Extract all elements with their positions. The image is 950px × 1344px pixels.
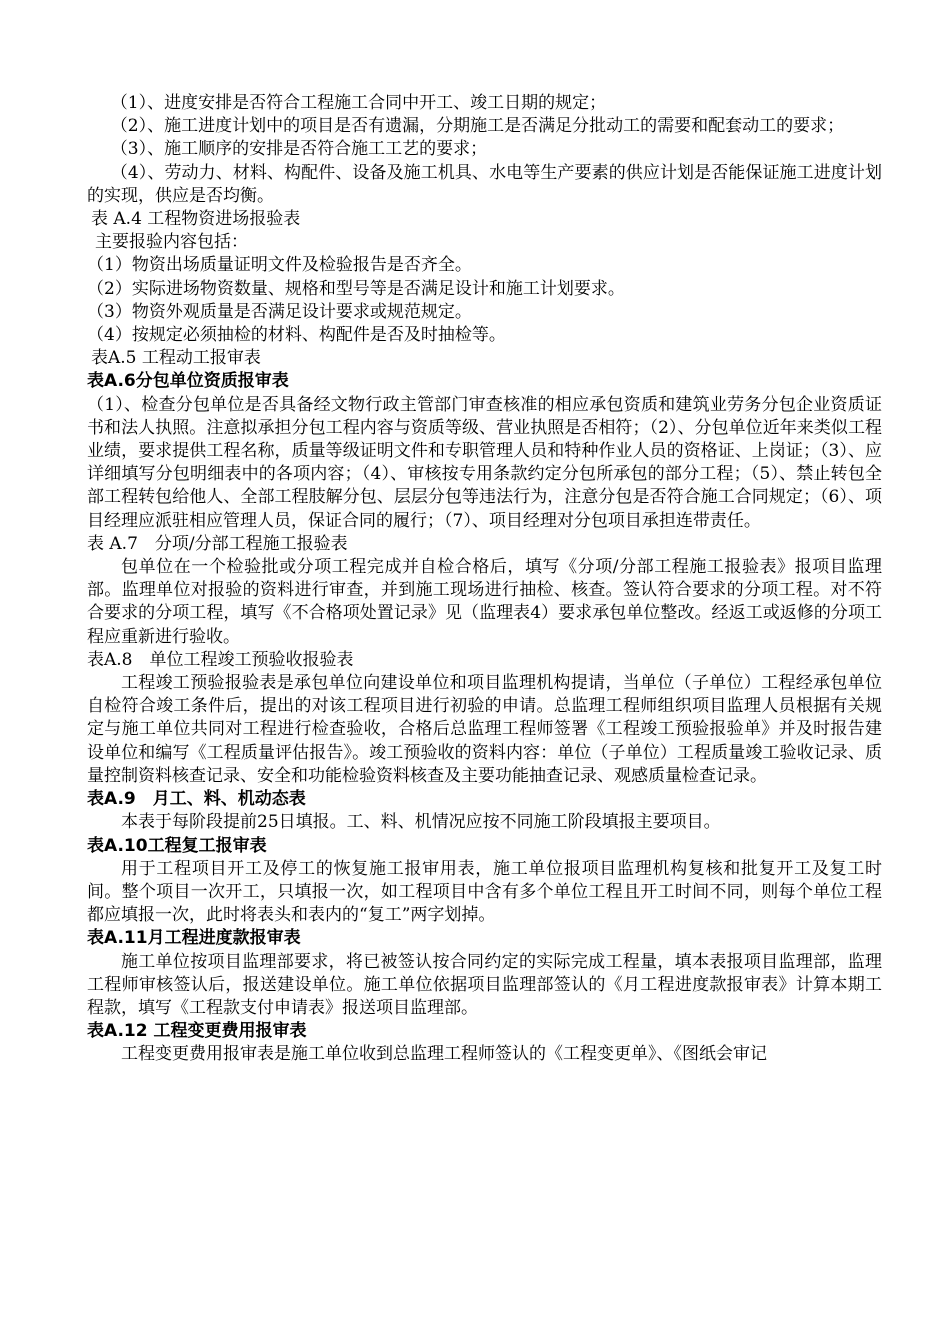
heading-a11: 表A.11月工程进度款报审表	[87, 928, 301, 949]
document-page	[87, 92, 882, 1067]
a11-body: 施工单位按项目监理部要求，将已被签认按合同约定的实际完成工程量，填本表报项目监理部，监理工程师审核签认后，报送建设单位。施工单位依据项目监理部签认的《月工程进度款报审表》计算本期工程款，填写《工程款支付申请表》报送项目监理部。	[87, 951, 882, 1018]
heading-a4: 表 A.4 工程物资进场报验表	[91, 209, 301, 230]
a8-body: 工程竣工预验报验表是承包单位向建设单位和项目监理机构提请，当单位（子单位）工程经承包单位自检符合竣工条件后，提出的对该工程项目进行初验的申请。总监理工程师组织项目监理人员根据有关规定与施工单位共同对工程进行检查验收，合格后总监理工程师签署《工程竣工预验报验单》并及时报告建设单位和编写《工程质量评估报告》。竣工预验收的资料内容：单位（子单位）工程质量竣工验收记录、质量控制资料核查记录、安全和功能检验资料核查及主要功能抽查记录、观感质量检查记录。	[87, 673, 882, 786]
heading-a10: 表A.10工程复工报审表	[87, 835, 267, 856]
heading-a6: 表A.6分包单位资质报审表	[87, 371, 289, 392]
a4-intro: 主要报验内容包括：	[95, 232, 248, 253]
a10-body: 用于工程项目开工及停工的恢复施工报审用表，施工单位报项目监理机构复核和批复开工及复工时间。整个项目一次开工，只填报一次，如工程项目中含有多个单位工程且开工时间不同，则每个单位工程都应填报一次，此时将表头和表内的“复工”两字划掉。	[87, 858, 882, 926]
a4-item-4: （4）按规定必须抽检的材料、构配件是否及时抽检等。	[87, 325, 506, 346]
heading-a5: 表A.5 工程动工报审表	[91, 348, 261, 369]
a4-item-3: （3）物资外观质量是否满足设计要求或规范规定。	[87, 301, 472, 322]
paragraph-schedule-3: （3）、施工顺序的安排是否符合施工工艺的要求；	[110, 139, 488, 160]
a6-body: （1）、检查分包单位是否具备经文物行政主管部门审查核准的相应承包资质和建筑业劳务分包企业资质证书和法人执照。注意拟承担分包工程内容与资质等级、营业执照是否相符；（2）、分包单位近年来类似工程业绩，要求提供工程名称，质量等级证明文件和专职管理人员和特种作业人员的资格证、上岗证；（3）、应详细填写分包明细表中的各项内容；（4）、审核按专用条款约定分包所承包的部分工程；（5）、禁止转包全部工程转包给他人、全部工程肢解分包、层层分包等违法行为，注意分包是否符合施工合同规定；（6）、项目经理应派驻相应管理人员，保证合同的履行；（7）、项目经理对分包项目承担连带责任。	[87, 394, 882, 531]
a7-body: 包单位在一个检验批或分项工程完成并自检合格后，填写《分项/分部工程施工报验表》报项目监理部。监理单位对报验的资料进行审查，并到施工现场进行抽检、核查。签认符合要求的分项工程。对不符合要求的分项工程，填写《不合格项处置记录》见（监理表4）要求承包单位整改。经返工或返修的分项工程应重新进行验收。	[87, 557, 882, 647]
heading-a7: 表 A.7 分项/分部工程施工报验表	[87, 533, 348, 554]
a9-body: 本表于每阶段提前25日填报。工、料、机情况应按不同施工阶段填报主要项目。	[121, 812, 721, 833]
heading-a12: 表A.12 工程变更费用报审表	[87, 1021, 307, 1042]
paragraph-schedule-2: （2）、施工进度计划中的项目是否有遗漏，分期施工是否满足分批动工的需要和配套动工的要求；	[110, 116, 845, 137]
heading-a9: 表A.9 月工、料、机动态表	[87, 789, 306, 810]
paragraph-schedule-4: （4）、劳动力、材料、构配件、设备及施工机具、水电等生产要素的供应计划是否能保证施工进度计划的实现，供应是否均衡。	[87, 162, 882, 206]
a4-item-1: （1）物资出场质量证明文件及检验报告是否齐全。	[87, 255, 472, 276]
a4-item-2: （2）实际进场物资数量、规格和型号等是否满足设计和施工计划要求。	[87, 278, 625, 299]
a12-body: 工程变更费用报审表是施工单位收到总监理工程师签认的《工程变更单》、《图纸会审记	[121, 1044, 767, 1065]
paragraph-schedule-1: （1）、进度安排是否符合工程施工合同中开工、竣工日期的规定；	[110, 93, 607, 113]
heading-a8: 表A.8 单位工程竣工预验收报验表	[87, 649, 354, 670]
